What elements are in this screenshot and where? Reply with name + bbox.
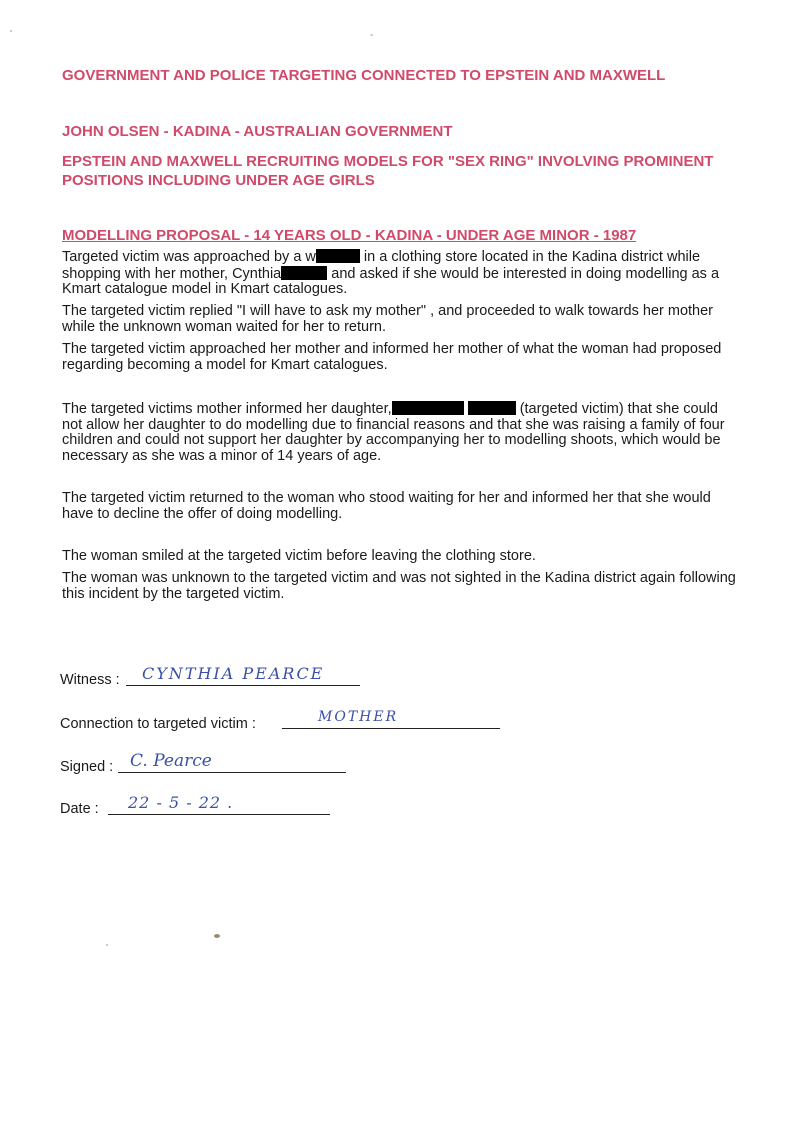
paragraph-decline: The targeted victim returned to the woman who stood waiting for her and informed her that she would have to decline the offer of doing modelling. [62, 490, 711, 522]
paragraph-mother-response-part1: The targeted victims mother informed her daughter, [62, 401, 392, 417]
connection-label: Connection to targeted victim : [60, 716, 256, 732]
connection-field [60, 716, 256, 732]
witness-field [60, 672, 120, 688]
paragraph-smiled: The woman smiled at the targeted victim before leaving the clothing store. [62, 548, 536, 564]
paragraph-approach [62, 249, 742, 298]
paragraph-approach-part1: Targeted victim was approached by a w [62, 249, 316, 265]
signed-field [60, 759, 113, 775]
date-label: Date : [60, 801, 99, 817]
date-field [60, 801, 99, 817]
date-value: 22 - 5 - 22 . [128, 793, 234, 812]
scan-speck [10, 30, 12, 32]
signed-line [118, 772, 346, 773]
paragraph-approach-part3: and asked if she would be interested in doing modelling as a Kmart catalogue model in Kmart catalogues. [62, 265, 720, 297]
witness-value: CYNTHIA PEARCE [142, 664, 325, 683]
date-line [108, 814, 330, 815]
paragraph-unknown: The woman was unknown to the targeted victim and was not sighted in the Kadina district again following this incident by the targeted victim. [62, 570, 736, 602]
paragraph-reply: The targeted victim replied "I will have to ask my mother" , and proceeded to walk towards her mother while the unknown woman waited for her to return. [62, 303, 714, 335]
witness-line [126, 685, 360, 686]
connection-line [282, 728, 500, 729]
paragraph-informed: The targeted victim approached her mother and informed her mother of what the woman had proposed regarding becoming a model for Kmart catalogues. [62, 341, 722, 373]
connection-value: MOTHER [318, 709, 399, 725]
redaction-box [392, 401, 464, 415]
paragraph-approach-part2: in a clothing store located in the Kadina district while shopping with her mother, Cynthia [62, 249, 701, 282]
signed-label: Signed : [60, 759, 114, 775]
scan-speck [106, 944, 108, 946]
redaction-box [316, 249, 360, 263]
paragraph-mother-response-part2: (targeted victim) that she could not allow her daughter to do modelling due to financial reasons and that she was raising a family of four children and could not support her daughter by accompanying her to modelling shoots, which would be necessary as she was a minor of 14 years of age. [62, 401, 725, 464]
recruiting-heading: EPSTEIN AND MAXWELL RECRUITING MODELS FOR "SEX RING" INVOLVING PROMINENT POSITIONS INCLUDING UNDER AGE GIRLS [62, 153, 714, 189]
paragraph-mother-response [62, 401, 742, 464]
signature: C. Pearce [130, 751, 212, 771]
scan-speck [370, 34, 373, 36]
scan-speck [214, 934, 220, 938]
incident-heading: MODELLING PROPOSAL - 14 YEARS OLD - KADINA - UNDER AGE MINOR - 1987 [62, 227, 637, 244]
witness-label: Witness : [60, 672, 120, 688]
document-title: GOVERNMENT AND POLICE TARGETING CONNECTED TO EPSTEIN AND MAXWELL [62, 67, 666, 84]
government-heading: JOHN OLSEN - KADINA - AUSTRALIAN GOVERNMENT [62, 123, 453, 140]
redaction-box [281, 266, 327, 280]
redaction-box [468, 401, 516, 415]
